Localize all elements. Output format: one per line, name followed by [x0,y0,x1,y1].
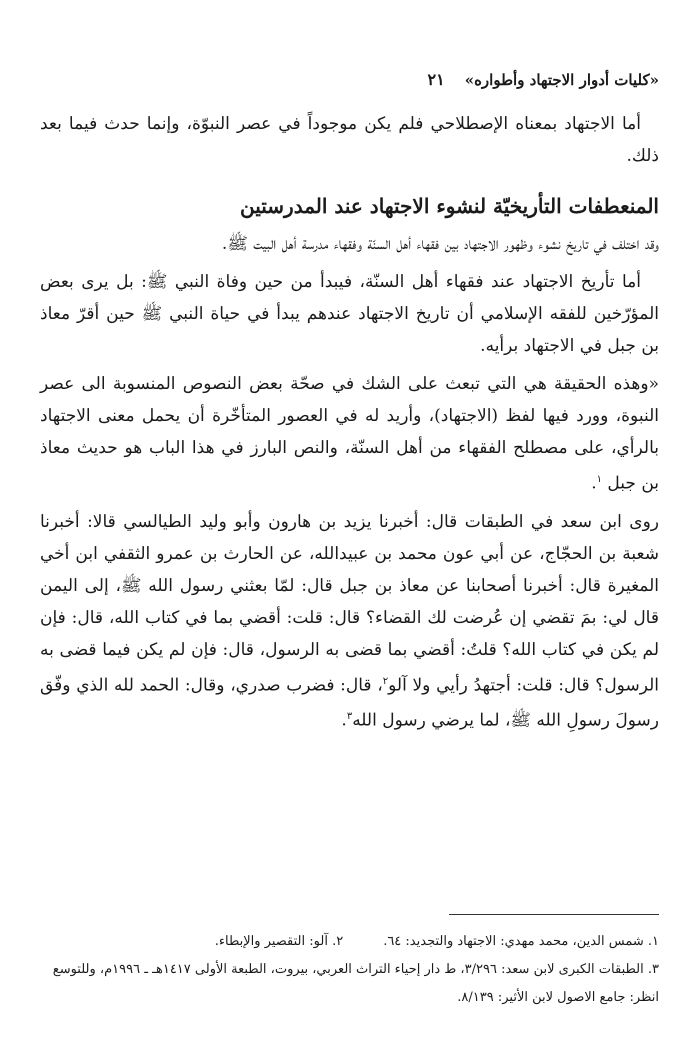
paragraph-2: وقد اختلف في تاريخ نشوء وظهور الاجتهاد بين فقهاء أهل السنّة وفقهاء مدرسة أهل البيت ﷺ. [221,234,659,254]
section-heading: المنعطفات التأريخيّة لنشوء الاجتهاد عند المدرستين [239,194,659,218]
page-number: ٢١ [427,70,445,89]
paragraph-5-text: روى ابن سعد في الطبقات قال: أخبرنا يزيد بن هارون وأبو وليد الطيالسي قالا: أخبرنا شعبة بن الحجّاج، عن أبي عون محمد بن عبيدالله، عن الحارث بن عمرو الثقفي ابن أخي المغيرة قال: أخبرنا أصحابنا عن معاذ بن جبل قال: لمّا بعثني رسول الله ﷺ، إلى اليمن قال لي: بمَ تقضي إن عُرضت لك القضاء؟ قال: قلت: أقضي بما في كتاب الله، قال: فإن لم يكن في كتاب الله؟ قلتُ: أقضي بما قضى به الرسول، قال: فإن لم يكن فيما قضى به الرسول؟ قال: قلت: أجتهدُ رأيي ولا آلو [40,511,660,696]
footnote-ref-3: ٣ [346,711,353,723]
footnote-divider [449,914,659,915]
document-page [40,0,659,1053]
paragraph-3: أما تأريخ الاجتهاد عند فقهاء أهل السنّة، فيبدأ من حين وفاة النبي ﷺ: بل يرى بعض المؤرّخين للفقه الإسلامي أن تاريخ الاجتهاد عندهم يبدأ في حياة النبي ﷺ حين أقرّ معاذ بن جبل في الاجتهاد برأيه. [40,272,659,356]
footnote-1: ١. شمس الدين، محمد مهدي: الاجتهاد والتجديد: ٦٤. [383,934,659,949]
paragraph-4: «وهذه الحقيقة هي التي تبعث على الشك في صحّة بعض النصوص المنسوبة الى عصر النبوة، وورد فيها لفظ (الاجتهاد)، وأريد له في العصور المتأخّرة أن يحمل معنى الاجتهاد بالرأي، على مصطلح الفقهاء من أهل السنّة، والنص البارز في هذا الباب هو حديث معاذ بن جبل $^١$. [40,374,659,494]
paragraph-4-text: «وهذه الحقيقة هي التي تبعث على الشك في صحّة بعض النصوص المنسوبة الى عصر النبوة، وورد فيها لفظ (الاجتهاد)، وأريد له في العصور المتأخّرة أن يحمل معنى الاجتهاد بالرأي، على مصطلح الفقهاء من أهل السنّة، والنص البارز في هذا الباب هو حديث معاذ بن جبل [40,374,659,494]
footnotes [40,928,659,1012]
header-title: «كليات أدوار الاجتهاد وأطواره» [464,71,659,89]
body-text [40,108,659,743]
paragraph-1: أما الاجتهاد بمعناه الإصطلاحي فلم يكن موجوداً في عصر النبوّة، وإنما حدث فيما بعد ذلك. [40,114,659,166]
footnote-2: ٢. آلو: التقصير والإبطاء. [214,934,344,949]
footnote-3: ٣. الطبقات الكبرى لابن سعد: ٣/٢٩٦، ط دار إحياء التراث العربي، بيروت، الطبعة الأولى ١٤١٧هـ ـ ١٩٩٦م، وللتوسع انظر: جامع الاصول لابن الأثير: ٨/١٣٩. [52,962,659,1005]
footnote-row-1 [40,928,659,956]
footnote-ref-1: ١ [596,474,602,485]
paragraph-5: روى ابن سعد في الطبقات قال: أخبرنا يزيد بن هارون وأبو وليد الطيالسي قالا: أخبرنا شعبة بن الحجّاج، عن أبي عون محمد بن عبيدالله، عن الحارث بن عمرو الثقفي ابن أخي المغيرة قال: أخبرنا أصحابنا عن معاذ بن جبل قال: لمّا بعثني رسول الله ﷺ، إلى اليمن قال لي: بمَ تقضي إن عُرضت لك القضاء؟ قال: قلت: أقضي بما في كتاب الله، قال: فإن لم يكن في كتاب الله؟ قلتُ: أقضي بما قضى به الرسول، قال: فإن لم يكن فيما قضى به الرسول؟ قال: قلت: أجتهدُ رأيي ولا آلو$^٢$، قال: فضرب صدري، وقال: الحمد لله الذي وفّق رسولَ رسولِ الله ﷺ، لما يرضي رسول الله$^٣$. [40,511,660,731]
paragraph-5-tail: ، قال: فضرب صدري، وقال: الحمد لله الذي وفّق رسولَ رسولِ الله ﷺ، لما يرضي رسول الله [40,675,659,731]
footnote-ref-2: ٢ [382,675,389,687]
running-header [40,70,659,89]
